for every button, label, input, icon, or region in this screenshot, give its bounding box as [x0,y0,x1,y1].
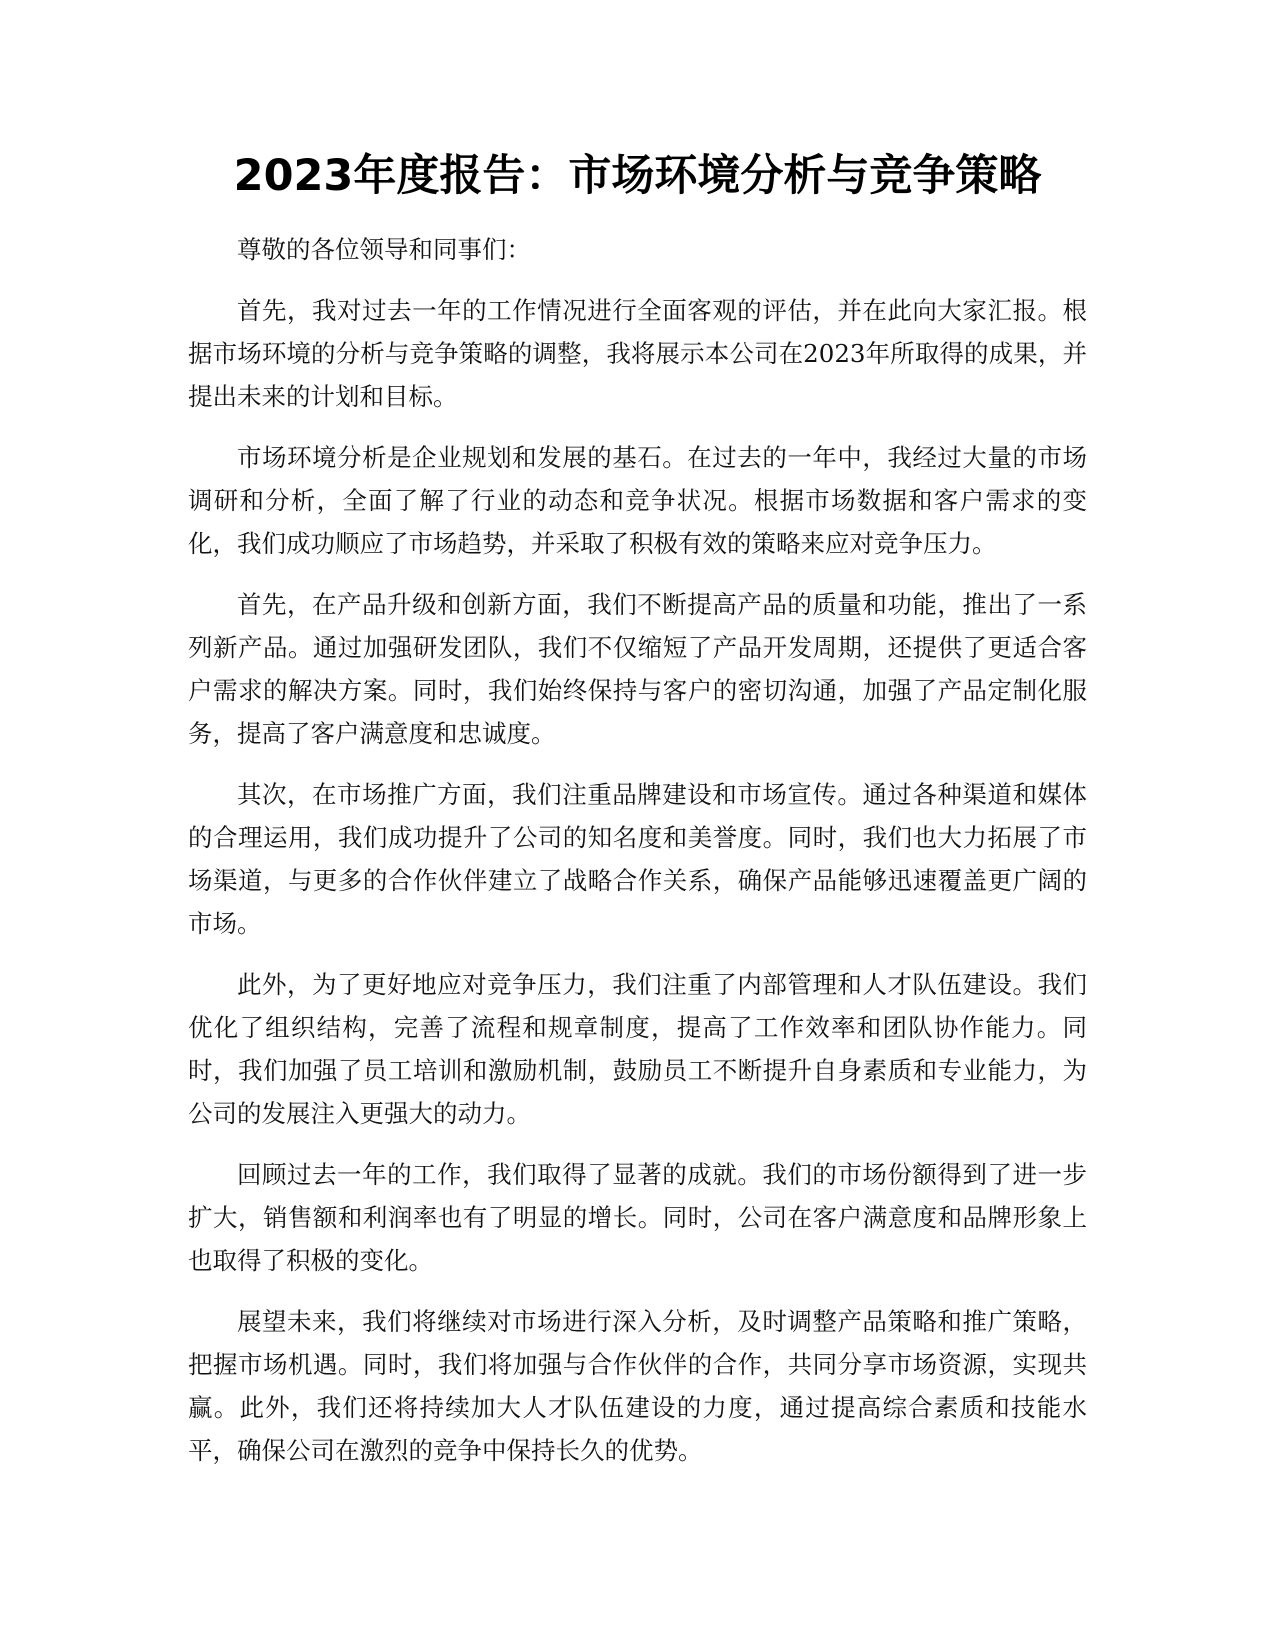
paragraph-7: 展望未来，我们将继续对市场进行深入分析，及时调整产品策略和推广策略，把握市场机遇。同时，我们将加强与合作伙伴的合作，共同分享市场资源，实现共赢。此外，我们还将持续加大人才队伍建设的力度，通过提高综合素质和技能水平，确保公司在激烈的竞争中保持长久的优势。 [188,1307,1087,1465]
document-body [188,228,1087,1472]
paragraph-2: 市场环境分析是企业规划和发展的基石。在过去的一年中，我经过大量的市场调研和分析，全面了解了行业的动态和竞争状况。根据市场数据和客户需求的变化，我们成功顺应了市场趋势，并采取了积极有效的策略来应对竞争压力。 [188,443,1087,558]
paragraph-1: 首先，我对过去一年的工作情况进行全面客观的评估，并在此向大家汇报。根据市场环境的分析与竞争策略的调整，我将展示本公司在2023年所取得的成果，并提出未来的计划和目标。 [188,296,1087,411]
document-title: 2023年度报告：市场环境分析与竞争策略 [233,151,1042,201]
paragraph-5: 此外，为了更好地应对竞争压力，我们注重了内部管理和人才队伍建设。我们优化了组织结构，完善了流程和规章制度，提高了工作效率和团队协作能力。同时，我们加强了员工培训和激励机制，鼓励员工不断提升自身素质和专业能力，为公司的发展注入更强大的动力。 [188,970,1087,1128]
paragraph-4: 其次，在市场推广方面，我们注重品牌建设和市场宣传。通过各种渠道和媒体的合理运用，我们成功提升了公司的知名度和美誉度。同时，我们也大力拓展了市场渠道，与更多的合作伙伴建立了战略合作关系，确保产品能够迅速覆盖更广阔的市场。 [188,780,1087,938]
paragraph-3: 首先，在产品升级和创新方面，我们不断提高产品的质量和功能，推出了一系列新产品。通过加强研发团队，我们不仅缩短了产品开发周期，还提供了更适合客户需求的解决方案。同时，我们始终保持与客户的密切沟通，加强了产品定制化服务，提高了客户满意度和忠诚度。 [188,590,1087,748]
paragraph-6: 回顾过去一年的工作，我们取得了显著的成就。我们的市场份额得到了进一步扩大，销售额和利润率也有了明显的增长。同时，公司在客户满意度和品牌形象上也取得了积极的变化。 [188,1160,1087,1275]
salutation: 尊敬的各位领导和同事们： [237,235,531,264]
